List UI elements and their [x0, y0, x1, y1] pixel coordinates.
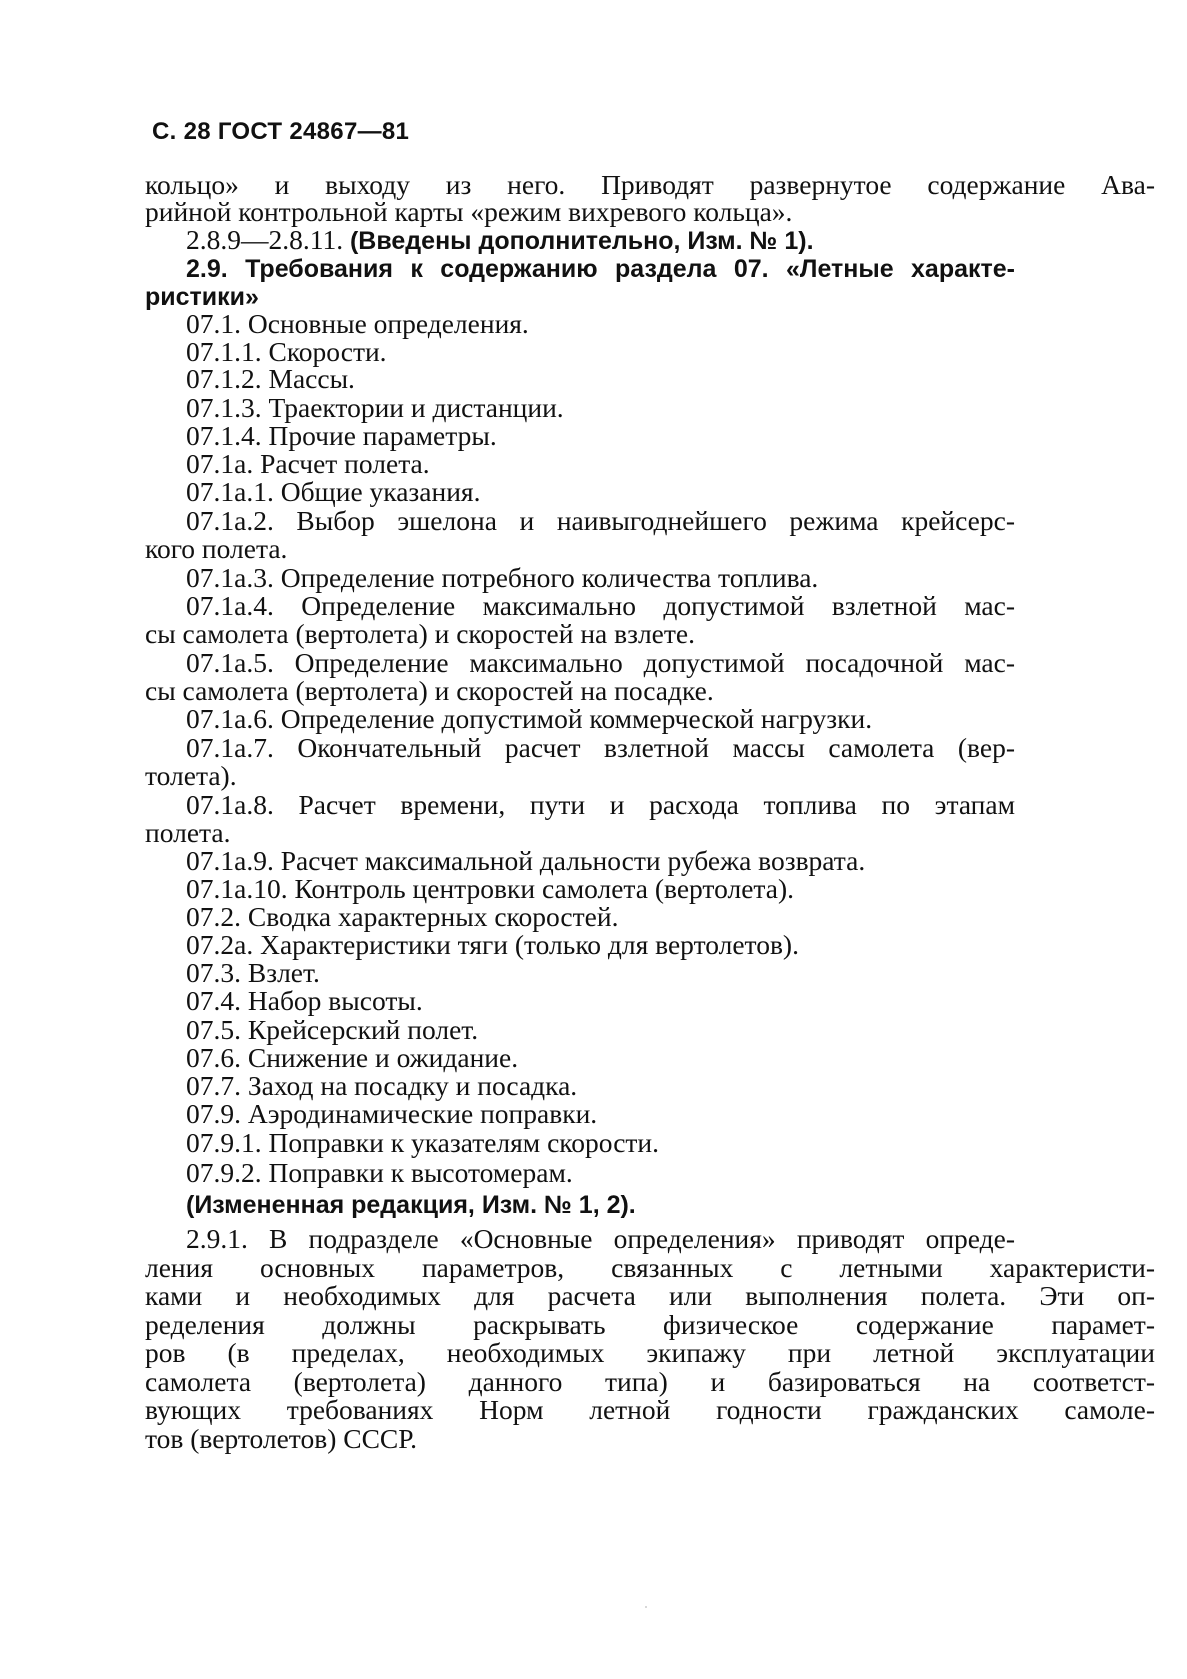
- paragraph-line: ределения должны раскрывать физическое содержание парамет-: [145, 1309, 1155, 1340]
- section-heading: 2.9. Требования к содержанию раздела 07. «Летные характе-: [186, 255, 1015, 283]
- contents-item: 07.1а.10. Контроль центровки самолета (вертолета).: [186, 873, 794, 904]
- paragraph-line: ров (в пределах, необходимых экипажу при летной эксплуатации: [145, 1337, 1155, 1368]
- running-header: С. 28 ГОСТ 24867—81: [152, 118, 410, 145]
- contents-item: 07.1а. Расчет полета.: [186, 448, 430, 479]
- contents-item: кого полета.: [145, 533, 288, 564]
- contents-item: 07.9.2. Поправки к высотомерам.: [186, 1157, 573, 1188]
- contents-item: 07.5. Крейсерский полет.: [186, 1014, 479, 1045]
- contents-item: 07.1а.6. Определение допустимой коммерческой нагрузки.: [186, 703, 873, 734]
- contents-item: 07.9. Аэродинамические поправки.: [186, 1098, 598, 1129]
- contents-item: 07.1.1. Скорости.: [186, 336, 387, 367]
- paragraph-line: 2.9.1. В подразделе «Основные определения» приводят опреде-: [186, 1223, 1015, 1254]
- paragraph-line: самолета (вертолета) данного типа) и базироваться на соответст-: [145, 1366, 1155, 1397]
- contents-item: 07.1а.1. Общие указания.: [186, 476, 481, 507]
- contents-item: 07.7. Заход на посадку и посадка.: [186, 1070, 578, 1101]
- contents-item: 07.1а.7. Окончательный расчет взлетной массы самолета (вер-: [186, 732, 1015, 763]
- amendment-note: (Введены дополнительно, Изм. № 1).: [349, 227, 814, 255]
- paragraph-line: тов (вертолетов) СССР.: [145, 1423, 417, 1454]
- contents-item: толета).: [145, 760, 237, 791]
- contents-item: 07.1.3. Траектории и дистанции.: [186, 392, 564, 423]
- section-heading: ристики»: [145, 283, 259, 311]
- contents-item: 07.9.1. Поправки к указателям скорости.: [186, 1127, 660, 1158]
- paragraph-line: ления основных параметров, связанных с летными характеристи-: [145, 1252, 1155, 1283]
- contents-item: 07.1а.9. Расчет максимальной дальности рубежа возврата.: [186, 845, 866, 876]
- contents-item: 07.3. Взлет.: [186, 957, 320, 988]
- text-line: кольцо» и выходу из него. Приводят развернутое содержание Ава-: [145, 169, 1155, 200]
- contents-item: 07.1.2. Массы.: [186, 363, 355, 394]
- contents-item: 07.2а. Характеристики тяги (только для вертолетов).: [186, 929, 799, 960]
- text-line: [186, 225, 814, 256]
- paragraph-line: ками и необходимых для расчета или выполнения полета. Эти оп-: [145, 1280, 1155, 1311]
- contents-item: 07.1.4. Прочие параметры.: [186, 420, 497, 451]
- contents-item: 07.1а.5. Определение максимально допустимой посадочной мас-: [186, 647, 1015, 678]
- scan-speck: [645, 1606, 647, 1608]
- contents-item: 07.1. Основные определения.: [186, 308, 529, 339]
- contents-item: 07.1а.3. Определение потребного количества топлива.: [186, 562, 819, 593]
- contents-item: сы самолета (вертолета) и скоростей на взлете.: [145, 618, 695, 649]
- paragraph-line: вующих требованиях Норм летной годности гражданских самоле-: [145, 1394, 1155, 1425]
- item-number: 2.8.9—2.8.11.: [186, 224, 350, 255]
- contents-item: полета.: [145, 817, 231, 848]
- text-line: рийной контрольной карты «режим вихревого кольца».: [145, 196, 793, 227]
- contents-item: 07.4. Набор высоты.: [186, 985, 423, 1016]
- contents-item: 07.1а.4. Определение максимально допустимой взлетной мас-: [186, 590, 1015, 621]
- amendment-note: (Измененная редакция, Изм. № 1, 2).: [186, 1191, 636, 1219]
- contents-item: 07.6. Снижение и ожидание.: [186, 1042, 519, 1073]
- contents-item: 07.2. Сводка характерных скоростей.: [186, 901, 619, 932]
- contents-item: 07.1а.8. Расчет времени, пути и расхода топлива по этапам: [186, 789, 1015, 820]
- contents-item: сы самолета (вертолета) и скоростей на посадке.: [145, 675, 714, 706]
- contents-item: 07.1а.2. Выбор эшелона и наивыгоднейшего режима крейсерс-: [186, 505, 1015, 536]
